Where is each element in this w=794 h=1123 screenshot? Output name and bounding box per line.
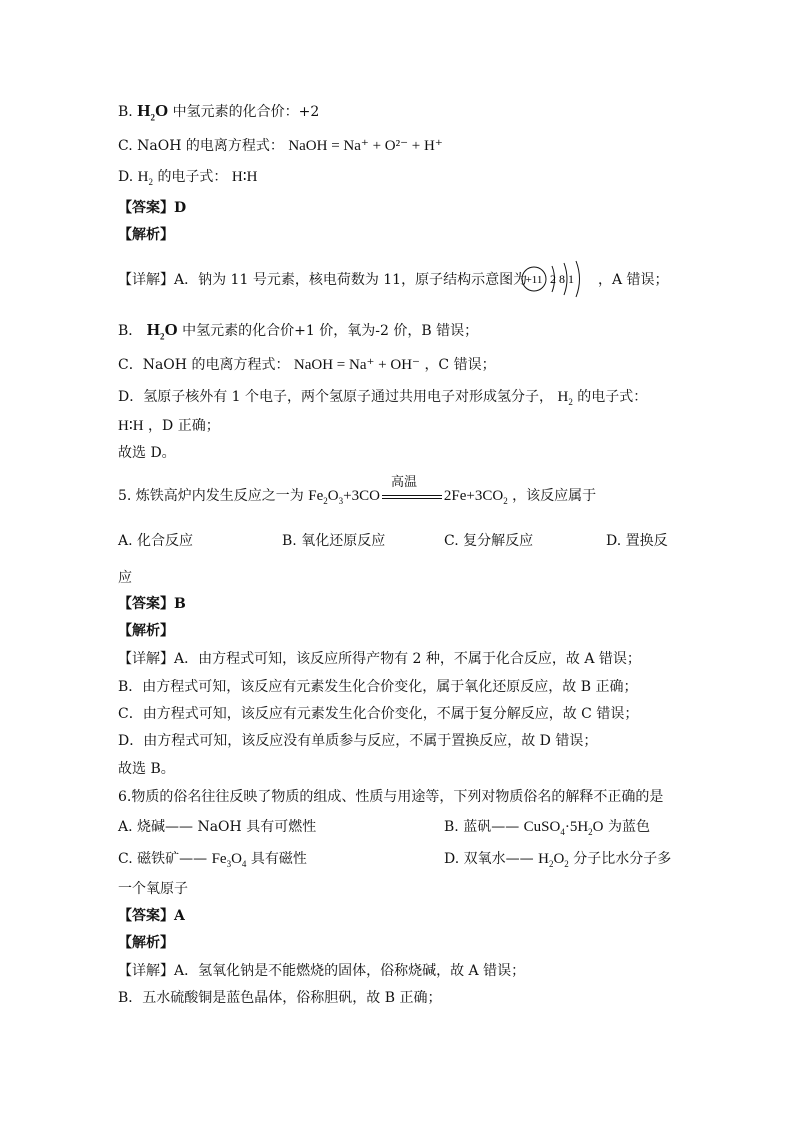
text: D. 双氧水—— bbox=[444, 851, 534, 867]
question-5 bbox=[118, 486, 596, 506]
option-d-line bbox=[118, 167, 257, 187]
text: 5. 炼铁高炉内发生反应之一为 bbox=[118, 488, 304, 504]
analysis-1: 【解析】 bbox=[118, 227, 174, 243]
select-1: 故选 D。 bbox=[118, 445, 176, 461]
detail-d-cont bbox=[118, 416, 220, 436]
equation: NaOH = Na⁺ + O²⁻ + H⁺ bbox=[288, 138, 443, 154]
atom-svg bbox=[520, 258, 592, 298]
text: ，C 错误； bbox=[424, 357, 496, 373]
text: ，D 正确； bbox=[148, 418, 220, 434]
q6-option-d bbox=[444, 848, 671, 868]
text: 的电子式： bbox=[577, 389, 648, 405]
text: 分子比水分子多 bbox=[573, 851, 672, 867]
q6-option-b bbox=[444, 816, 650, 836]
detail2-c: C．由方程式可知，该反应有元素发生化合价变化，不属于复分解反应，故 C 错误； bbox=[118, 706, 639, 722]
text: 【详解】A．钠为 11 号元素，核电荷数为 11，原子结构示意图为 bbox=[118, 272, 528, 288]
reaction-condition: 高温 bbox=[391, 475, 418, 490]
label: B. bbox=[118, 104, 133, 120]
electron-formula: H∶H bbox=[118, 418, 144, 434]
answer-3: 【答案】A bbox=[118, 908, 185, 924]
formula-h2o2: $H_2O_2$ bbox=[538, 851, 569, 869]
question-6: 6.物质的俗名往往反映了物质的组成、性质与用途等，下列对物质俗名的解释不正确的是 bbox=[118, 789, 664, 805]
detail-a bbox=[118, 270, 527, 290]
text: C. NaOH 的电离方程式： bbox=[118, 138, 284, 154]
q5-option-b: B. 氧化还原反应 bbox=[282, 533, 386, 549]
equation: NaOH = Na⁺ + OH⁻ bbox=[293, 357, 420, 373]
detail-a-end: ，A 错误； bbox=[598, 272, 669, 288]
atom-structure-diagram bbox=[520, 258, 592, 298]
text: ，该反应属于 bbox=[512, 488, 597, 504]
q5-option-d: D. 置换反 bbox=[606, 533, 668, 549]
detail-d bbox=[118, 387, 647, 407]
q5-option-d-wrap: 应 bbox=[118, 570, 132, 586]
detail3-a: 【详解】A．氢氧化钠是不能燃烧的固体，俗称烧碱，故 A 错误； bbox=[118, 963, 526, 979]
detail-c bbox=[118, 355, 496, 375]
detail2-a: 【详解】A．由方程式可知，该反应所得产物有 2 种，不属于化合反应，故 A 错误； bbox=[118, 651, 641, 667]
formula-h2o: $H_2O$ bbox=[146, 320, 178, 342]
detail-b bbox=[118, 320, 478, 341]
q5-option-c: C. 复分解反应 bbox=[444, 533, 534, 549]
q6-option-a: A. 烧碱—— NaOH 具有可燃性 bbox=[118, 819, 317, 835]
nucleus-label: +11 bbox=[525, 274, 543, 286]
option-b-line bbox=[118, 101, 319, 122]
formula-h2o: $H_2O$ bbox=[137, 101, 169, 123]
text: 的电子式： bbox=[157, 169, 228, 185]
text: D．氢原子核外有 1 个电子，两个氢原子通过共用电子对形成氢分子， bbox=[118, 389, 554, 405]
label: B． bbox=[118, 323, 143, 339]
text: 为蓝色 bbox=[607, 819, 650, 835]
text: B. 蓝矾—— bbox=[444, 819, 520, 835]
formula-cuso4: $CuSO_4\cdot 5H_2O$ bbox=[523, 819, 604, 837]
detail2-b: B．由方程式可知，该反应有元素发生化合价变化，属于氧化还原反应，故 B 正确； bbox=[118, 679, 638, 695]
electron-formula: H∶H bbox=[231, 169, 258, 185]
select-2: 故选 B。 bbox=[118, 761, 175, 777]
text: 具有磁性 bbox=[250, 851, 307, 867]
label: D. bbox=[118, 169, 134, 185]
formula-h2: $H_2$ bbox=[137, 169, 153, 187]
answer-2: 【答案】B bbox=[118, 596, 186, 612]
q6-option-c bbox=[118, 848, 307, 868]
formula-h2: $H_2$ bbox=[557, 389, 573, 407]
q6-option-d-wrap: 一个氧原子 bbox=[118, 881, 188, 897]
answer-1: 【答案】D bbox=[118, 200, 187, 216]
reaction-equation: $Fe_2O_3+3CO$ $2Fe+3CO_2$ bbox=[308, 488, 508, 506]
option-c-line bbox=[118, 136, 443, 156]
detail2-d: D．由方程式可知，该反应没有单质参与反应，不属于置换反应，故 D 错误； bbox=[118, 733, 598, 749]
detail3-b: B．五水硫酸铜是蓝色晶体，俗称胆矾，故 B 正确； bbox=[118, 990, 442, 1006]
text: 中氢元素的化合价：+2 bbox=[172, 104, 320, 120]
analysis-2: 【解析】 bbox=[118, 623, 174, 639]
text: 中氢元素的化合价+1 价，氧为-2 价，B 错误； bbox=[182, 323, 479, 339]
q5-option-a: A. 化合反应 bbox=[118, 533, 194, 549]
text: C．NaOH 的电离方程式： bbox=[118, 357, 290, 373]
text: C. 磁铁矿—— bbox=[118, 851, 208, 867]
analysis-3: 【解析】 bbox=[118, 935, 174, 951]
formula-fe3o4: $Fe_3O_4$ bbox=[211, 851, 247, 869]
shell-numbers: 2 8 1 bbox=[550, 272, 574, 286]
